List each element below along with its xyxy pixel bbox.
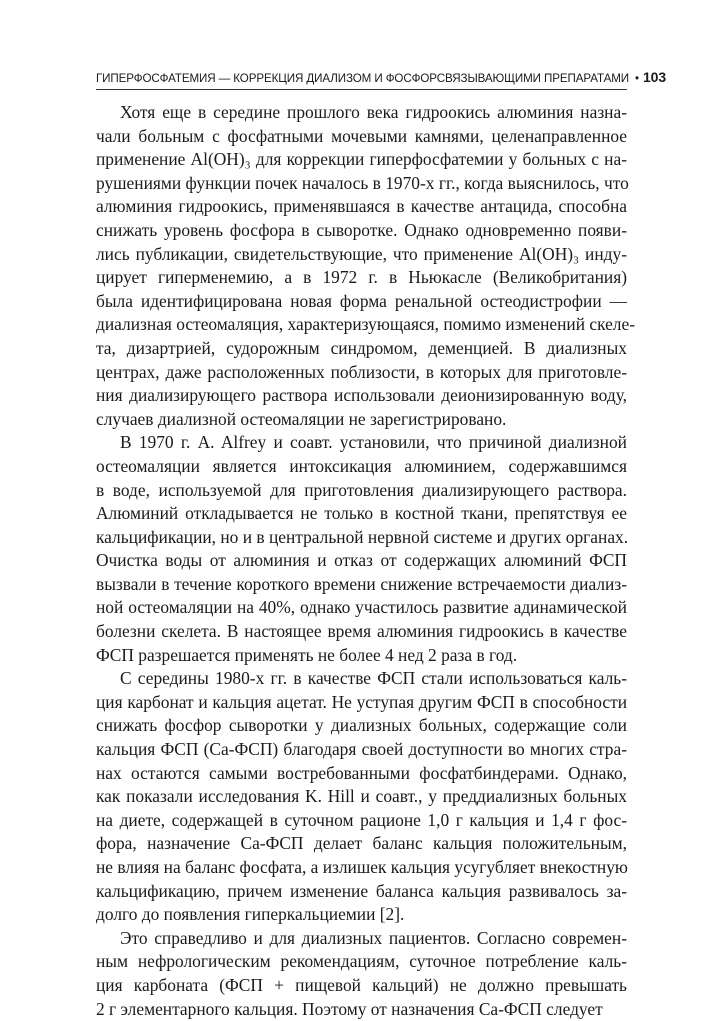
text-line: 2 г элементарного кальция. Поэтому от назначения Са-ФСП следует	[96, 998, 603, 1019]
text-line: чали больным с фосфатными мочевыми камнями, целенаправленное	[96, 125, 627, 146]
text-line: ным нефрологическим рекомендациям, суточное потребление каль-	[96, 951, 627, 972]
text-line: на диете, содержащей в суточном рационе 1,0 г кальция и 1,4 г фос-	[96, 809, 627, 830]
text-line: была идентифицирована новая форма ренальной остеодистрофии —	[96, 290, 627, 311]
page-number: 103	[642, 69, 667, 85]
text-line: болезни скелета. В настоящее время алюминия гидроокись в качестве	[96, 621, 627, 642]
page-number-group	[629, 69, 666, 85]
text-line: снижать уровень фосфора в сыворотке. Однако одновременно появи-	[96, 219, 627, 240]
text-line: ния диализирующего раствора использовали деионизированную воду,	[96, 385, 627, 406]
paragraph	[96, 667, 627, 927]
text-line: вызвали в течение короткого времени снижение встречаемости диализ-	[96, 573, 627, 594]
text-line: В 1970 г. A. Alfrey и соавт. установили, что причиной диализной	[120, 432, 627, 453]
text-line: центрах, даже расположенных поблизости, в которых для приготовле-	[96, 361, 627, 382]
text-line: алюминия гидроокись, применявшаяся в качестве антацида, способна	[96, 196, 627, 217]
running-title: ГИПЕРФОСФАТЕМИЯ — КОРРЕКЦИЯ ДИАЛИЗОМ И ФОСФОРСВЯЗЫВАЮЩИМИ ПРЕПАРАТАМИ	[96, 72, 629, 85]
text-line: кальцификации, но и в центральной нервной системе и других органах.	[96, 526, 629, 547]
text-line: случаев диализной остеомаляции не зарегистрировано.	[96, 408, 507, 429]
paragraph	[96, 101, 635, 431]
text-line: лись публикации, свидетельствующие, что применение Al(OH)₃ инду-	[96, 243, 627, 264]
text-line: ной остеомаляции на 40%, однако участилось развитие адинамической	[96, 597, 627, 618]
text-line: долго до появления гиперкальциемии [2].	[96, 904, 405, 925]
header-rule	[96, 89, 627, 90]
text-line: кальцификацию, причем изменение баланса кальция развивалось за-	[96, 880, 627, 901]
text-line: та, дизартрией, судорожным синдромом, деменцией. В диализных	[96, 337, 627, 358]
text-line: кальция ФСП (Са-ФСП) благодаря своей доступности во многих стра-	[96, 739, 627, 760]
text-line: Очистка воды от алюминия и отказ от содержащих алюминий ФСП	[96, 550, 627, 571]
text-line: применение Al(OH)₃ для коррекции гиперфосфатемии у больных с на-	[96, 149, 627, 170]
text-line: нах остаются самыми востребованными фосфатбиндерами. Однако,	[96, 762, 627, 783]
text-line: ция карбоната (ФСП + пищевой кальций) не должно превышать	[96, 974, 627, 995]
text-line: в воде, используемой для приготовления диализирующего раствора.	[96, 479, 627, 500]
paragraph	[96, 927, 627, 1021]
text-line: как показали исследования K. Hill и соавт., у преддиализных больных	[96, 786, 627, 807]
text-line: ция карбонат и кальция ацетат. Не уступая другим ФСП в способности	[96, 691, 627, 712]
text-line: Это справедливо и для диализных пациентов. Согласно современ-	[120, 927, 627, 948]
text-line: диализная остеомаляция, характеризующаяся, помимо изменений скеле-	[96, 314, 635, 335]
text-line: фора, назначение Са-ФСП делает баланс кальция положительным,	[96, 833, 627, 854]
text-line: рушениями функции почек началось в 1970-х гг., когда выяснилось, что	[96, 172, 629, 193]
text-line: цирует гиперменемию, а в 1972 г. в Ньюкасле (Великобритания)	[96, 267, 627, 288]
text-line: остеомаляции является интоксикация алюминием, содержавшимся	[96, 455, 627, 476]
text-line: снижать фосфор сыворотки у диализных больных, содержащие соли	[96, 715, 627, 736]
text-line: Хотя еще в середине прошлого века гидроокись алюминия назна-	[120, 102, 627, 122]
text-line: не влияя на баланс фосфата, а излишек кальция усугубляет внекостную	[96, 857, 628, 877]
text-line: Алюминий откладывается не только в костной ткани, препятствуя ее	[96, 503, 627, 524]
paragraph	[96, 431, 627, 667]
bullet-separator: •	[635, 72, 639, 85]
body-text	[96, 101, 635, 1021]
running-head	[96, 69, 667, 85]
text-line: С середины 1980-х гг. в качестве ФСП стали использоваться каль-	[120, 668, 627, 689]
text-line: ФСП разрешается применять не более 4 нед 2 раза в год.	[96, 644, 518, 665]
